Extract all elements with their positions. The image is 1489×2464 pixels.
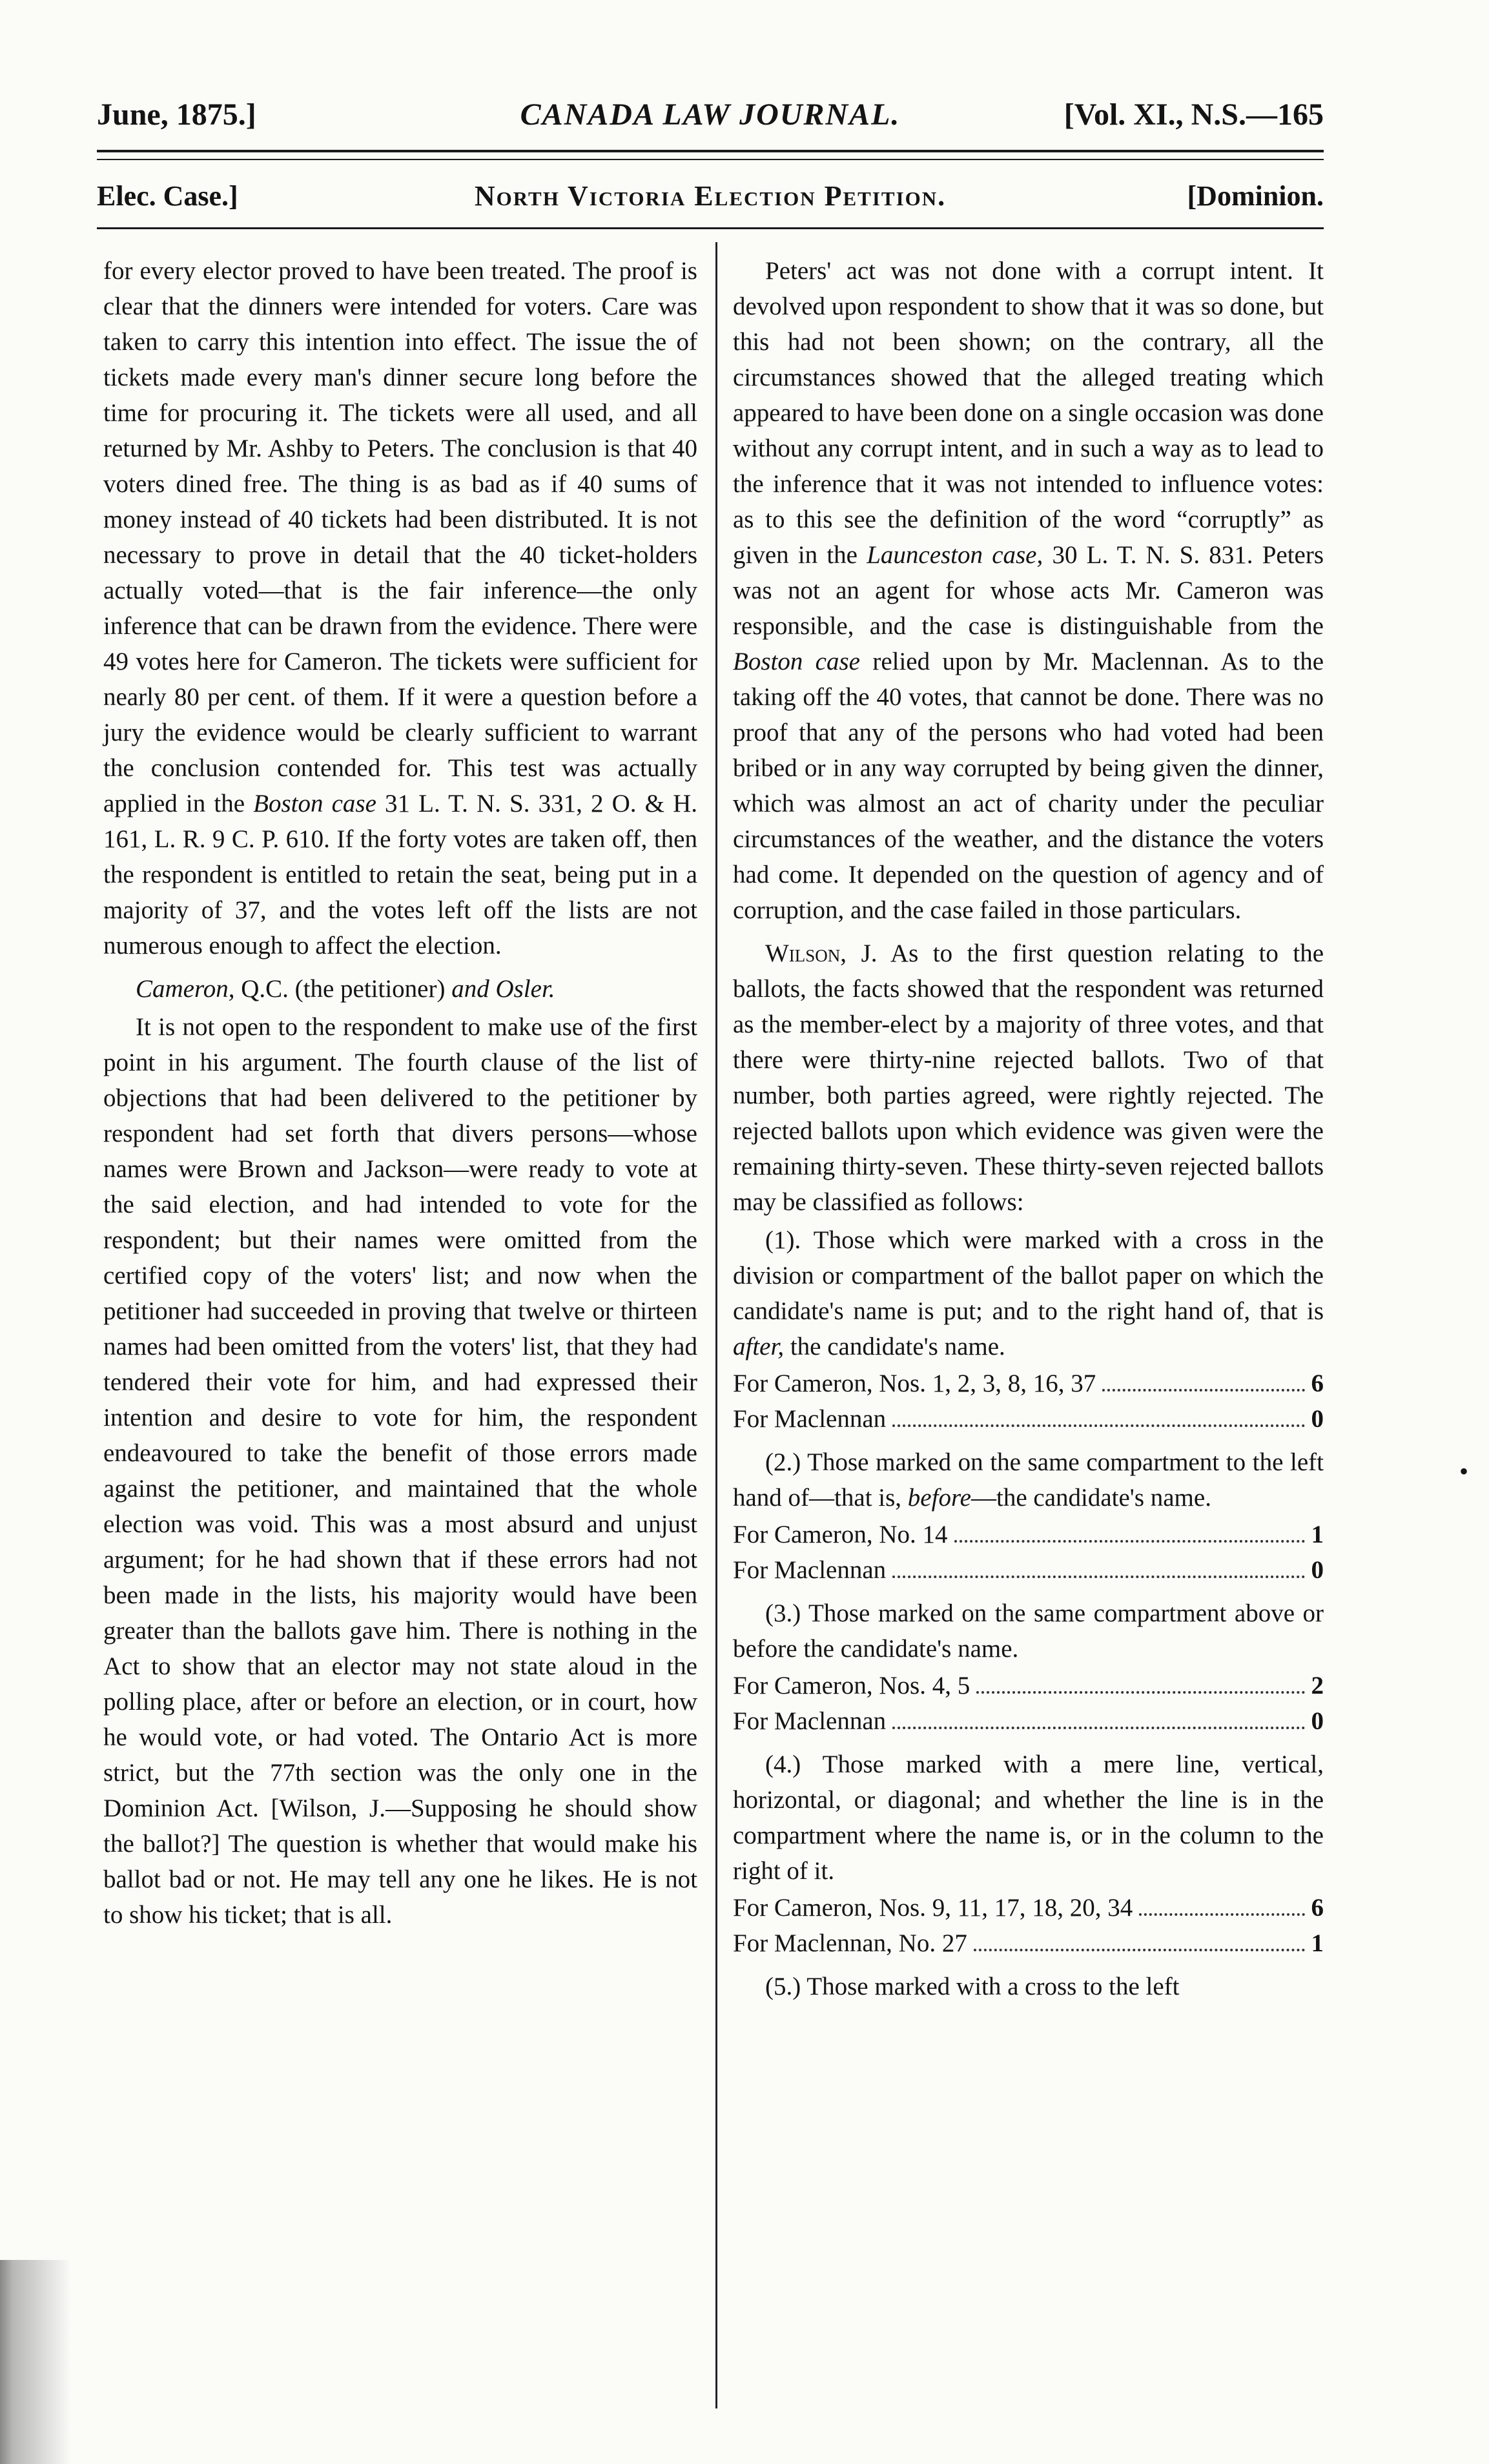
right-column <box>733 253 1324 2004</box>
tally-row: For Maclennan 0 <box>733 1707 1324 1735</box>
counsel-line: Cameron, Q.C. (the petitioner) and Osler. <box>136 975 555 1003</box>
header-rule-top <box>97 150 1324 152</box>
binding-shadow <box>0 2260 71 2464</box>
journal-title: CANADA LAW JOURNAL. <box>520 98 901 132</box>
tally-row: For Maclennan 0 <box>733 1556 1324 1584</box>
running-head <box>97 97 1324 142</box>
column-divider <box>715 242 717 2408</box>
right-paragraph-1: Peters' act was not done with a corrupt intent. It devolved upon respondent to show that it was so done, but this had not been shown; on the contrary, all the circumstances showed that the alleged treating which appeared to have been done on a single occasion was done without any corrupt intent, and in such a way as to lead to the inference that it was not intended to influence votes: as to this see the definition of the word “corruptly” as given in the Launceston case, 30 L. T. N. S. 831. Peters was not an agent for whose acts Mr. Cameron was responsible, and the case is distinguishable from the Boston case relied upon by Mr. Maclennan. As to the taking off the 40 votes, that cannot be done. There was no proof that any of the persons who had voted had been bribed or in any way corrupted by being given the dinner, which was almost an act of charity under the peculiar circumstances of the weather, and the distance the voters had come. It depended on the question of agency and of corruption, and the case failed in those particulars. <box>733 257 1324 924</box>
court-name: [Dominion. <box>1187 180 1324 212</box>
tally-row: For Cameron, Nos. 9, 11, 17, 18, 20, 34 6 <box>733 1894 1324 1922</box>
tally-3 <box>733 1668 1324 1739</box>
tally-2 <box>733 1517 1324 1588</box>
tally-row: For Cameron, No. 14 1 <box>733 1521 1324 1548</box>
judgment-paragraph: Wilson, J. As to the first question relating to the ballots, the facts showed that the respondent was returned as the member-elect by a majority of three votes, and that there were thirty-nine rejected ballots. Two of that number, both parties agreed, were rightly rejected. The rejected ballots upon which evidence was given were the remaining thirty-seven. These thirty-seven rejected ballots may be classified as follows: <box>733 939 1324 1216</box>
case-type: Elec. Case.] <box>97 180 238 212</box>
class-4: (4.) Those marked with a mere line, vertical, horizontal, or diagonal; and whether the line is in the compartment where the name is, or in the column to the right of it. <box>733 1750 1324 1885</box>
left-paragraph-1: for every elector proved to have been treated. The proof is clear that the dinners were intended for voters. Care was taken to carry this intention into effect. The issue the of tickets made every man's dinner secure long before the time for procuring it. The tickets were all used, and all returned by Mr. Ashby to Peters. The conclusion is that 40 voters dined free. The thing is as bad as if 40 sums of money instead of 40 tickets had been distributed. It is not necessary to prove in detail that the 40 ticket-holders actually voted—that is the fair inference—the only inference that can be drawn from the evidence. There were 49 votes here for Cameron. The tickets were sufficient for nearly 80 per cent. of them. If it were a question before a jury the evidence would be clearly sufficient to warrant the conclusion contended for. This test was actually applied in the Boston case 31 L. T. N. S. 331, 2 O. & H. 161, L. R. 9 C. P. 610. If the forty votes are taken off, then the respondent is entitled to retain the seat, being put in a majority of 37, and the votes left off the lists are not numerous enough to affect the election. <box>103 257 697 960</box>
judge-name: Wilson, J. <box>765 939 878 967</box>
tally-row: For Cameron, Nos. 4, 5 2 <box>733 1672 1324 1699</box>
class-1: (1). Those which were marked with a cross in the division or compartment of the ballot paper on which the candidate's name is put; and to the right hand of, that is after, the candidate's name. <box>733 1226 1324 1360</box>
header-rule-thin <box>97 159 1324 160</box>
left-paragraph-2: It is not open to the respondent to make use of the first point in his argument. The fourth clause of the list of objections that had been delivered to the petitioner by respondent had set forth that divers persons—whose names were Brown and Jackson—were ready to vote at the said election, and had intended to vote for the respondent; but their names were omitted from the certified copy of the voters' list; and now when the petitioner had succeeded in proving that twelve or thirteen names had been omitted from the voters' list, that they had tendered their vote for him, and had expressed their intention and desire to vote for him, the respondent endeavoured to take the benefit of those errors made against the petitioner, and maintained that the whole election was void. This was a most absurd and unjust argument; for he had shown that if these errors had not been made in the lists, his majority would have been greater than the ballots gave him. There is nothing in the Act to show that an elector may not state aloud in the polling place, after or before an election, or in court, how he would vote, or had voted. The Ontario Act is more strict, but the 77th section was the only one in the Dominion Act. [Wilson, J.—Supposing he should show the ballot?] The question is whether that would make his ballot bad or not. He may tell any one he likes. He is not to show his ticket; that is all. <box>103 1013 697 1929</box>
tally-row: For Maclennan, No. 27 1 <box>733 1929 1324 1957</box>
tally-1 <box>733 1366 1324 1437</box>
issue-date: June, 1875.] <box>97 98 256 132</box>
class-3: (3.) Those marked on the same compartment above or before the candidate's name. <box>733 1599 1324 1663</box>
margin-mark: • <box>1459 1457 1469 1486</box>
volume-page: [Vol. XI., N.S.—165 <box>1063 98 1324 132</box>
tally-row: For Maclennan 0 <box>733 1405 1324 1433</box>
case-head <box>97 180 1324 218</box>
class-5: (5.) Those marked with a cross to the left <box>765 1973 1180 2000</box>
case-title: North Victoria Election Petition. <box>474 180 947 212</box>
class-2: (2.) Those marked on the same compartment to the left hand of—that is, before—the candidate's name. <box>733 1448 1324 1512</box>
left-column <box>103 253 697 1933</box>
tally-row: For Cameron, Nos. 1, 2, 3, 8, 16, 37 6 <box>733 1370 1324 1397</box>
tally-4 <box>733 1890 1324 1961</box>
case-head-rule <box>97 227 1324 229</box>
